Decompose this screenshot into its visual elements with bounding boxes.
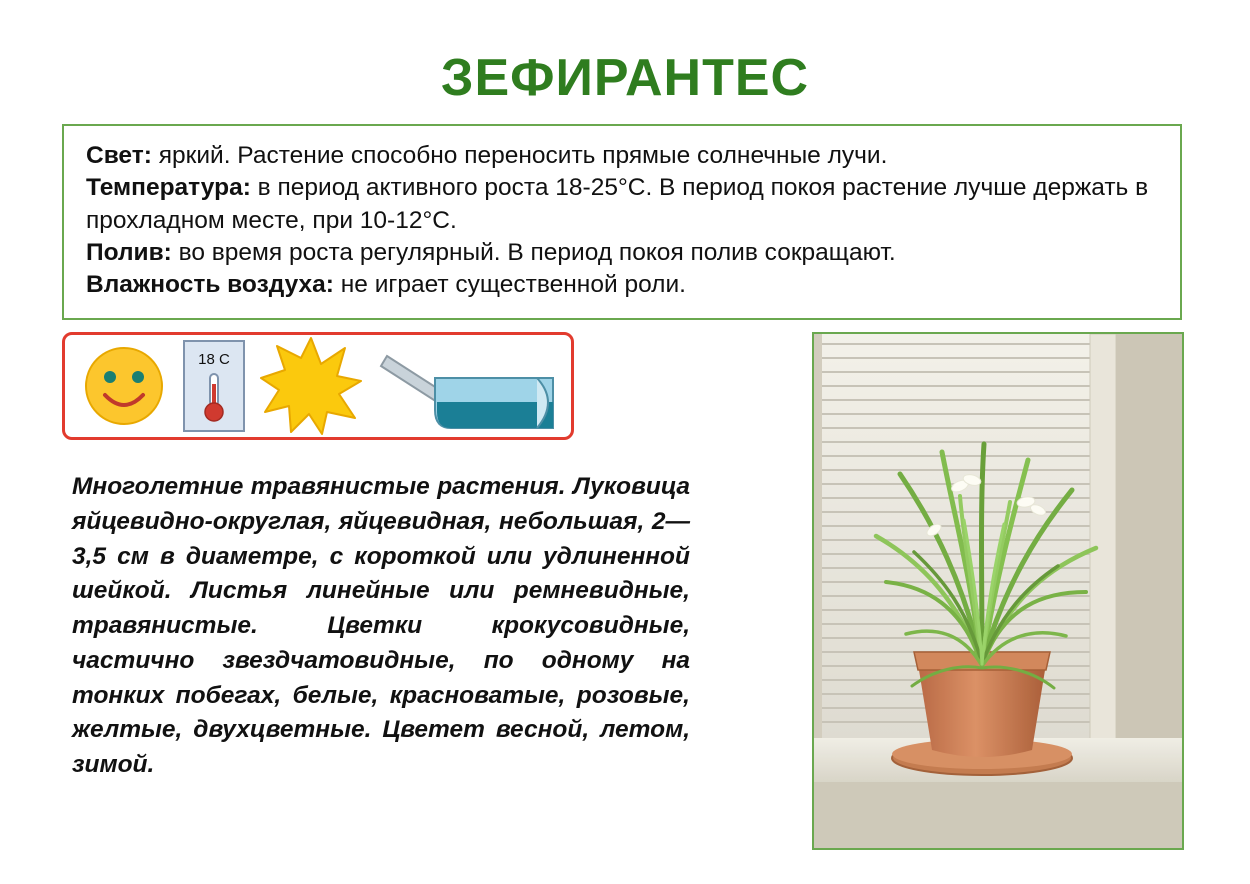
care-label-temperature: Температура: (86, 174, 251, 202)
sun-burst-icon (259, 336, 363, 436)
plant-description: Многолетние травянистые растения. Луковица яйцевидно-округлая, яйцевидная, небольшая, 2—3,5 см в диаметре, с короткой или удлиненной шейкой. Листья линейные или ремневидные, травянистые. Цветки крокусовидные, частично звездчатовидные, по одному на тонких побегах, белые, красноватые, розовые, желтые, двухцветные. Цветет весной, летом, зимой. (72, 473, 690, 779)
care-icon-strip (62, 332, 574, 440)
thermometer-icon (183, 340, 245, 432)
care-line-temperature (86, 172, 1160, 237)
plant-photo-image (814, 334, 1182, 848)
care-text-light: яркий. Растение способно переносить прямые солнечные лучи. (151, 142, 888, 169)
care-line-watering (86, 237, 1160, 269)
care-info-box (62, 124, 1182, 320)
care-text-watering: во время роста регулярный. В период покоя полив сокращают. (171, 238, 896, 266)
care-text-temperature: в период активного роста 18-25°C. В период покоя растение лучше держать в прохладном месте, при 10-12°C. (86, 174, 1149, 234)
care-text-humidity: не играет существенной роли. (333, 271, 686, 299)
photo-illustration (814, 334, 1182, 848)
care-label-light: Свет: (86, 142, 152, 169)
page-title: ЗЕФИРАНТЕС (440, 49, 810, 107)
watering-can-icon (377, 340, 559, 432)
svg-text:18 C: 18 C (198, 351, 230, 368)
smiling-sun-icon (79, 341, 169, 431)
care-label-humidity: Влажность воздуха: (86, 271, 334, 299)
care-label-watering: Полив: (86, 238, 172, 266)
care-line-light (86, 140, 1160, 172)
plant-photo (812, 332, 1184, 850)
care-line-humidity (86, 269, 1160, 301)
